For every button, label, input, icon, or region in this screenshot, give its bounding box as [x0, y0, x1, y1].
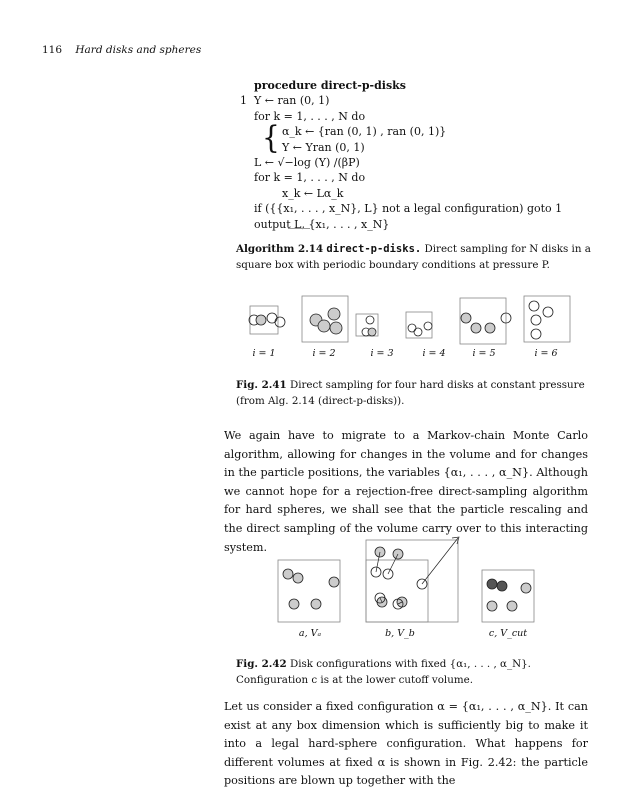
figure-caption — [236, 656, 598, 688]
disk — [293, 573, 303, 583]
disk — [329, 577, 339, 587]
running-header — [42, 44, 201, 56]
left-brace-icon: { — [262, 119, 280, 156]
disk — [368, 328, 376, 336]
disk — [267, 313, 277, 323]
algorithm-line: α_k ← {ran (0, 1) , ran (0, 1)} — [282, 125, 447, 139]
algorithm-2-14 — [240, 78, 563, 232]
caption-text: Direct sampling for four hard disks at constant pressure (from Alg. 2.14 (direct-p-disks)). — [236, 379, 585, 407]
figure-2-41 — [240, 292, 600, 362]
body-paragraph: We again have to migrate to a Markov-chain Monte Carlo algorithm, allowing for changes in the volume and for changes in the particle positions, the variables {α₁, . . . , α_N}. Although we cannot hope for a rejection-free direct-sampling algorithm for hard spheres, we shall see that the particle rescaling and the direct sampling of the volume carry over to this interacting system. — [224, 429, 588, 554]
disk — [497, 581, 507, 591]
panel-label: i = 3 — [370, 348, 394, 359]
disk — [507, 601, 517, 611]
disk — [531, 315, 541, 325]
disk — [366, 316, 374, 324]
disk — [275, 317, 285, 327]
panel-label: i = 2 — [312, 348, 336, 359]
algorithm-line: Υ ← Υran (0, 1) — [282, 140, 365, 154]
disk — [485, 323, 495, 333]
panel-label: b, V_b — [385, 628, 415, 639]
disk — [256, 315, 266, 325]
disk — [414, 328, 422, 336]
disk — [289, 599, 299, 609]
algorithm-line: Υ ← ran (0, 1) — [254, 94, 330, 108]
disk — [471, 323, 481, 333]
disk — [487, 579, 497, 589]
disk — [461, 313, 471, 323]
disk — [531, 329, 541, 339]
disk — [318, 320, 330, 332]
caption-label: Fig. 2.41 — [236, 379, 287, 391]
caption-text: Direct sampling for N disks in a square box with periodic boundary conditions at pressure P. — [236, 243, 591, 271]
algorithm-line: L ← √−log (Υ) /(βP) — [254, 156, 360, 170]
algorithm-line-number: 1 — [240, 94, 247, 108]
algorithm-loop-body-1 — [254, 119, 562, 156]
body-paragraph: Let us consider a fixed configuration α = {α₁, . . . , α_N}. It can exist at any box dimension which is sufficiently big to make it into a legal hard-sphere configuration. What happens for different volumes at fixed α is shown in Fig. 2.42: the particle positions are blown up together with the — [224, 700, 588, 788]
box — [482, 570, 534, 622]
disk — [330, 322, 342, 334]
panel-label: i = 6 — [534, 348, 558, 359]
algorithm-line: for k = 1, . . . , N do — [254, 171, 366, 185]
box — [302, 296, 348, 342]
disk — [283, 569, 293, 579]
disk — [543, 307, 553, 317]
panel-label: i = 4 — [422, 348, 446, 359]
panel-label: a, Vₐ — [298, 628, 322, 639]
disk — [521, 583, 531, 593]
caption-text: Disk configurations with fixed {α₁, . . . , α_N}. Configuration c is at the lower cutoff volume. — [236, 658, 531, 686]
algorithm-caption — [236, 241, 598, 273]
algorithm-line: if ({{x₁, . . . , x_N}, L} not a legal configuration) goto 1 — [254, 202, 563, 216]
scaling-arrow — [422, 538, 458, 584]
disk — [408, 324, 416, 332]
disk — [311, 599, 321, 609]
panel-label: c, V_cut — [488, 628, 528, 639]
algorithm-procedure-line: procedure direct-p-disks — [254, 79, 406, 92]
disk — [424, 322, 432, 330]
caption-label: Algorithm 2.14 — [236, 243, 324, 255]
panel-label: i = 5 — [472, 348, 496, 359]
disk — [529, 301, 539, 311]
figure-caption — [236, 377, 598, 409]
disk — [328, 308, 340, 320]
disk — [487, 601, 497, 611]
algorithm-end-rule — [288, 228, 310, 229]
algorithm-line: for k = 1, . . . , N do — [254, 109, 366, 123]
page-number: 116 — [42, 44, 63, 56]
algorithm-line: output L, {x₁, . . . , x_N} — [254, 217, 390, 231]
algorithm-line-1 — [240, 93, 562, 108]
panel-label: i = 1 — [252, 348, 276, 359]
box — [366, 560, 428, 622]
figure-2-42 — [272, 524, 562, 642]
scaling-arrow — [388, 554, 398, 574]
caption-algorithm-name: direct-p-disks. — [326, 243, 422, 255]
running-title: Hard disks and spheres — [75, 44, 202, 56]
algorithm-line: x_k ← Lα_k — [282, 186, 344, 200]
caption-label: Fig. 2.42 — [236, 658, 287, 670]
